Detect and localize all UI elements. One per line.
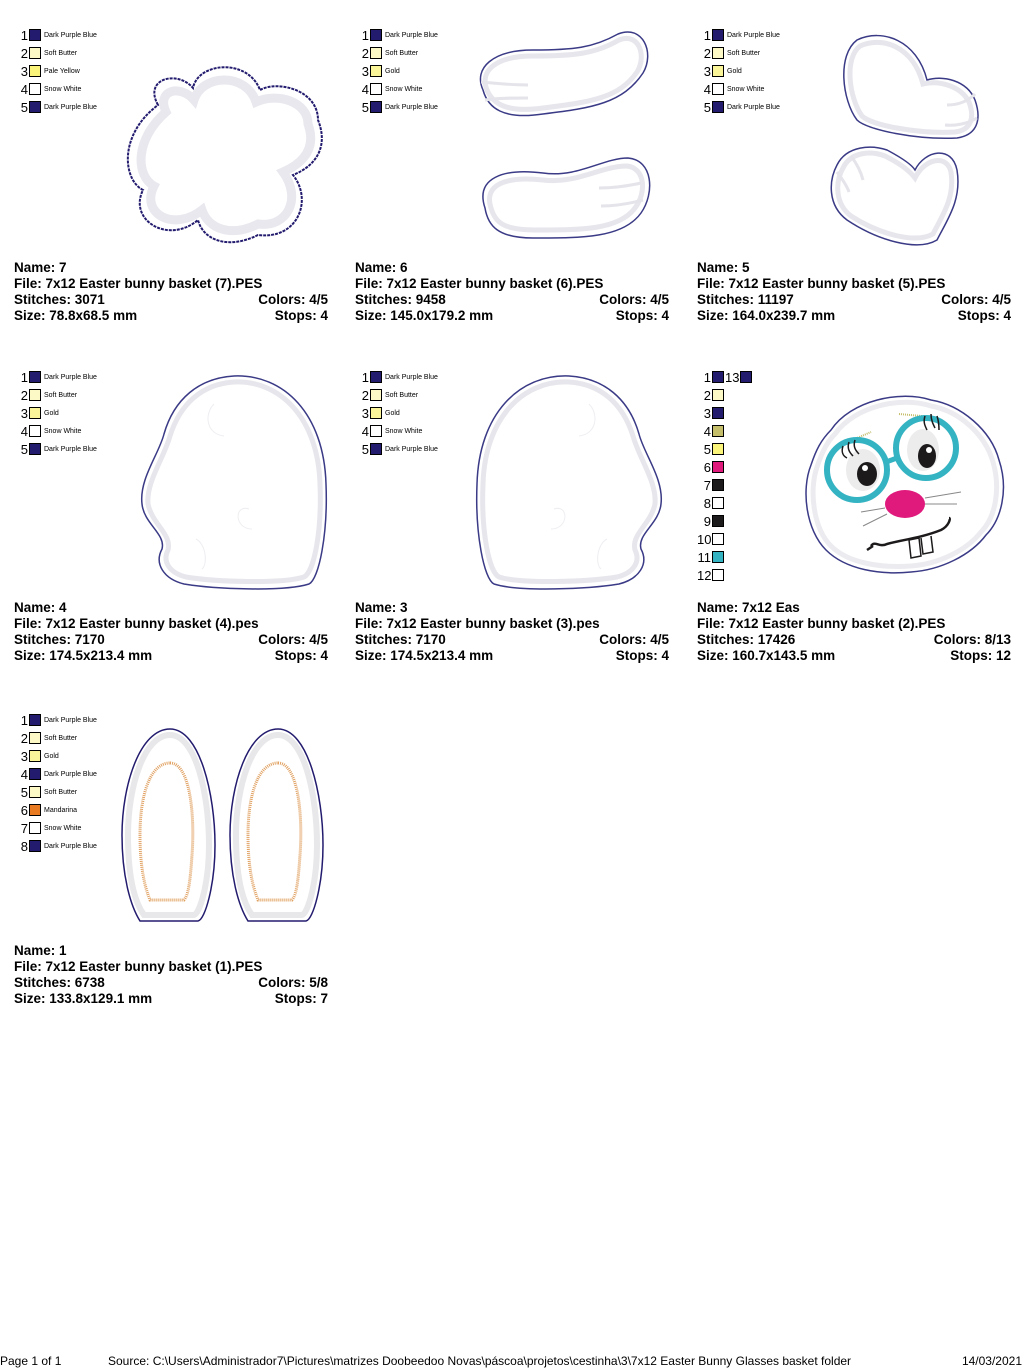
color-swatch — [29, 65, 41, 77]
color-swatch — [712, 83, 724, 95]
body-left-design-preview — [134, 374, 330, 592]
design-stops: Stops: 4 — [274, 308, 328, 323]
legend-row: 1 Dark Purple Blue — [20, 712, 97, 728]
design-stops: Stops: 4 — [274, 648, 328, 663]
design-stitches: Stitches: 6738 — [14, 975, 105, 990]
legend-row: 9 — [697, 512, 724, 530]
design-stops: Stops: 4 — [615, 308, 669, 323]
color-swatch — [712, 461, 724, 473]
design-colors: Colors: 4/5 — [258, 292, 328, 307]
page-number: Page 1 of 1 — [0, 1354, 62, 1368]
legend-row: 1 Dark Purple Blue — [20, 27, 97, 43]
design-stops: Stops: 4 — [957, 308, 1011, 323]
legend-row: 3 Gold — [20, 748, 59, 764]
color-swatch — [370, 389, 382, 401]
source-path: Source: C:\Users\Administrador7\Pictures\matrizes Doobeedoo Novas\páscoa\projetos\cestinha\3\7x12 Easter Bunny Glasses basket folder — [108, 1354, 852, 1368]
color-swatch — [712, 65, 724, 77]
body-right-design-preview — [473, 374, 669, 592]
legend-row: 3 Gold — [361, 405, 400, 421]
design-colors: Colors: 8/13 — [933, 632, 1011, 647]
color-swatch — [712, 407, 724, 419]
design-stitches: Stitches: 9458 — [355, 292, 446, 307]
color-swatch — [29, 750, 41, 762]
color-swatch — [29, 714, 41, 726]
legend-row: 1 Dark Purple Blue — [361, 27, 438, 43]
feet-pair-design-preview — [473, 28, 653, 250]
legend-row: 4 Snow White — [20, 81, 82, 97]
color-swatch — [712, 425, 724, 437]
design-name: Name: 6 — [355, 260, 408, 275]
design-file: File: 7x12 Easter bunny basket (2).PES — [697, 616, 946, 631]
design-size: Size: 145.0x179.2 mm — [355, 308, 494, 323]
legend-row: 7 — [697, 476, 724, 494]
legend-row: 3 — [697, 404, 724, 422]
design-name: Name: 5 — [697, 260, 750, 275]
design-size: Size: 133.8x129.1 mm — [14, 991, 153, 1006]
design-card-1 — [14, 711, 332, 1031]
legend-row: 3 Gold — [20, 405, 59, 421]
color-swatch — [370, 29, 382, 41]
design-stitches: Stitches: 3071 — [14, 292, 105, 307]
legend-row: 2 Soft Butter — [20, 387, 78, 403]
color-swatch — [29, 101, 41, 113]
color-swatch — [712, 47, 724, 59]
color-swatch — [29, 407, 41, 419]
legend-row: 5 Dark Purple Blue — [361, 99, 438, 115]
color-swatch — [712, 551, 724, 563]
legend-row: 2 Soft Butter — [20, 45, 78, 61]
design-card-bunny-face — [697, 368, 1015, 688]
legend-row: 4 Snow White — [20, 423, 82, 439]
design-stitches: Stitches: 17426 — [697, 632, 796, 647]
flower-cloud-design-preview — [118, 50, 330, 250]
design-stitches: Stitches: 7170 — [355, 632, 446, 647]
design-colors: Colors: 4/5 — [599, 632, 669, 647]
print-date: 14/03/2021 — [961, 1354, 1022, 1368]
design-name: Name: 3 — [355, 600, 408, 615]
design-info — [14, 260, 328, 324]
legend-row: 12 — [697, 566, 724, 584]
design-file: File: 7x12 Easter bunny basket (3).pes — [355, 616, 600, 631]
color-swatch — [29, 389, 41, 401]
legend-row: 4 — [697, 422, 724, 440]
design-stitches: Stitches: 11197 — [697, 292, 794, 307]
design-name: Name: 4 — [14, 600, 67, 615]
color-swatch — [29, 29, 41, 41]
color-swatch — [712, 389, 724, 401]
paws-pair-design-preview — [827, 30, 982, 250]
color-swatch — [712, 515, 724, 527]
legend-row: 7 Snow White — [20, 820, 82, 836]
color-swatch — [370, 101, 382, 113]
design-name: Name: 7x12 Eas — [697, 600, 800, 615]
design-card-5 — [697, 26, 1015, 346]
design-stops: Stops: 12 — [950, 648, 1011, 663]
legend-row: 5 — [697, 440, 724, 458]
legend-row: 4 Snow White — [703, 81, 765, 97]
legend-row: 2 Soft Butter — [20, 730, 78, 746]
color-swatch — [29, 47, 41, 59]
design-info — [14, 943, 328, 1007]
legend-row: 2 Soft Butter — [703, 45, 761, 61]
design-name: Name: 7 — [14, 260, 67, 275]
design-colors: Colors: 5/8 — [258, 975, 328, 990]
color-swatch — [712, 497, 724, 509]
legend-row: 1 13 — [697, 368, 752, 386]
legend-row: 3 Gold — [703, 63, 742, 79]
design-info — [697, 260, 1011, 324]
design-card-7 — [14, 26, 332, 346]
color-swatch — [712, 533, 724, 545]
bunny-face-glasses-design-preview — [801, 390, 1011, 580]
legend-row: 5 Dark Purple Blue — [20, 99, 97, 115]
design-info — [14, 600, 328, 664]
color-swatch — [29, 732, 41, 744]
design-stops: Stops: 7 — [274, 991, 328, 1006]
design-card-3 — [355, 368, 673, 688]
color-swatch — [370, 443, 382, 455]
design-card-4 — [14, 368, 332, 688]
color-swatch — [712, 101, 724, 113]
legend-row: 4 Snow White — [361, 423, 423, 439]
color-swatch — [29, 822, 41, 834]
design-file: File: 7x12 Easter bunny basket (5).PES — [697, 276, 946, 291]
legend-row: 3 Gold — [361, 63, 400, 79]
color-swatch — [740, 371, 752, 383]
design-file: File: 7x12 Easter bunny basket (7).PES — [14, 276, 263, 291]
legend-row: 10 — [697, 530, 724, 548]
legend-row: 8 Dark Purple Blue — [20, 838, 97, 854]
color-swatch — [370, 47, 382, 59]
color-swatch — [370, 371, 382, 383]
legend-row: 2 Soft Butter — [361, 45, 419, 61]
design-size: Size: 164.0x239.7 mm — [697, 308, 836, 323]
design-size: Size: 160.7x143.5 mm — [697, 648, 836, 663]
design-name: Name: 1 — [14, 943, 67, 958]
color-swatch — [29, 840, 41, 852]
color-swatch — [712, 371, 724, 383]
color-swatch — [29, 786, 41, 798]
legend-row: 5 Dark Purple Blue — [703, 99, 780, 115]
design-card-6 — [355, 26, 673, 346]
design-info — [355, 260, 669, 324]
design-colors: Colors: 4/5 — [941, 292, 1011, 307]
legend-row: 6 — [697, 458, 724, 476]
color-swatch — [29, 804, 41, 816]
legend-row: 5 Soft Butter — [20, 784, 78, 800]
color-swatch — [29, 371, 41, 383]
legend-row: 2 — [697, 386, 724, 404]
design-file: File: 7x12 Easter bunny basket (6).PES — [355, 276, 604, 291]
design-size: Size: 78.8x68.5 mm — [14, 308, 138, 323]
color-swatch — [370, 407, 382, 419]
legend-row: 4 Snow White — [361, 81, 423, 97]
legend-row: 1 Dark Purple Blue — [703, 27, 780, 43]
color-swatch — [29, 768, 41, 780]
color-swatch — [29, 83, 41, 95]
color-swatch — [370, 425, 382, 437]
legend-row: 2 Soft Butter — [361, 387, 419, 403]
color-swatch — [29, 443, 41, 455]
design-size: Size: 174.5x213.4 mm — [355, 648, 494, 663]
color-swatch — [712, 479, 724, 491]
legend-extra-13: 13 — [725, 371, 752, 384]
legend-row: 8 — [697, 494, 724, 512]
legend-row: 4 Dark Purple Blue — [20, 766, 97, 782]
design-info — [697, 600, 1011, 664]
color-swatch — [712, 569, 724, 581]
legend-row: 1 Dark Purple Blue — [20, 369, 97, 385]
legend-row: 6 Mandarina — [20, 802, 78, 818]
design-info — [355, 600, 669, 664]
color-swatch — [712, 443, 724, 455]
design-file: File: 7x12 Easter bunny basket (1).PES — [14, 959, 263, 974]
design-stitches: Stitches: 7170 — [14, 632, 105, 647]
legend-row: 5 Dark Purple Blue — [361, 441, 438, 457]
legend-row: 5 Dark Purple Blue — [20, 441, 97, 457]
design-colors: Colors: 4/5 — [258, 632, 328, 647]
legend-row: 1 Dark Purple Blue — [361, 369, 438, 385]
design-size: Size: 174.5x213.4 mm — [14, 648, 153, 663]
color-swatch — [712, 29, 724, 41]
color-swatch — [370, 83, 382, 95]
design-file: File: 7x12 Easter bunny basket (4).pes — [14, 616, 259, 631]
color-swatch — [29, 425, 41, 437]
design-colors: Colors: 4/5 — [599, 292, 669, 307]
ears-pair-design-preview — [120, 725, 325, 925]
color-swatch — [370, 65, 382, 77]
legend-row: 3 Pale Yellow — [20, 63, 80, 79]
legend-row: 11 — [697, 548, 724, 566]
design-stops: Stops: 4 — [615, 648, 669, 663]
